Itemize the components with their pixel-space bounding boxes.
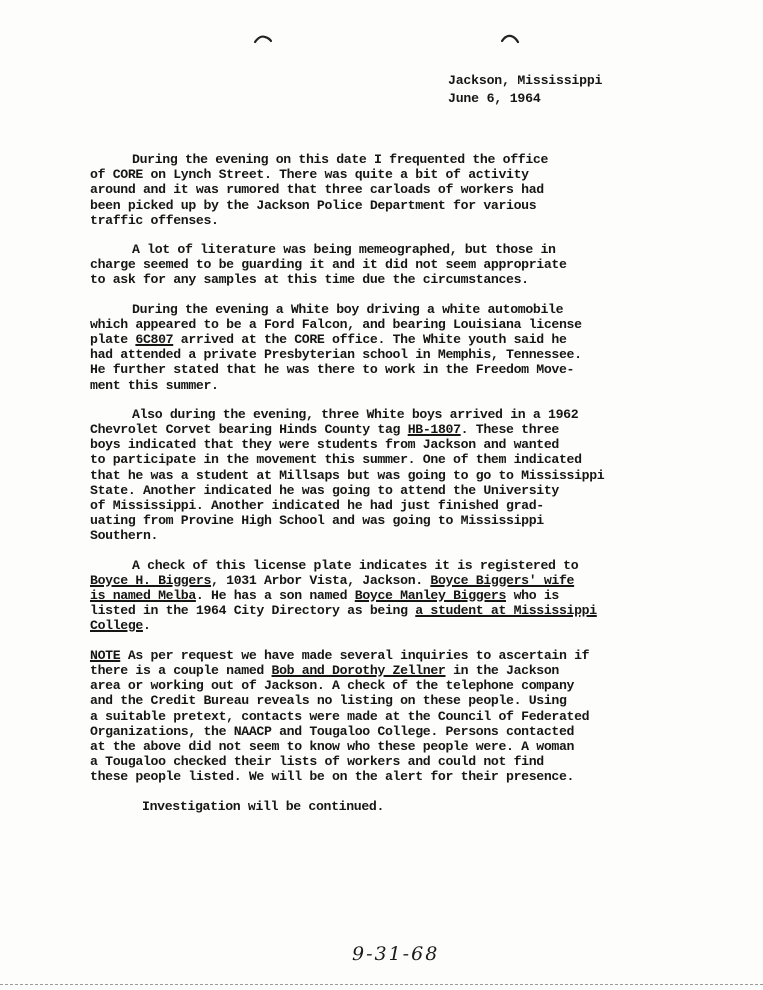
document-body [90,152,702,828]
document-header [448,72,602,108]
punch-mark-right-icon [501,34,519,44]
punch-mark-left-icon [254,34,272,44]
paragraph-text: Also during the evening, three White boys arrived in a 1962 Chevrolet Corvet bearing Hinds County tag [90,406,579,438]
paragraph-text: A lot of literature was being memeographed, but those in charge seemed to be guarding it and it did not seem appropriate to ask for any samples at this time due the circumstances. [90,242,567,288]
paragraph-text: During the evening on this date I frequented the office of CORE on Lynch Street. There was quite a bit of activity around and it was rumored that three carloads of workers had been picked up by the Jackson Police Department for various traffic offenses. [90,152,549,228]
paragraph-note-zellner [90,648,702,785]
paragraph-text: who is listed in the 1964 City Directory as being [90,588,559,619]
paragraph-text: . He has a son named [195,588,355,604]
paragraph-white-boy-ford-falcon [90,302,702,393]
underlined-text: Boyce Manley Biggers [354,588,507,604]
bottom-divider [0,984,763,985]
paragraph-text: in the Jackson area or working out of Jackson. A check of the telephone company and the Credit Bureau reveals no listing on these people. Using a suitable pretext, contacts were made at the Council of Federated Organizations, the NAACP and Tougaloo College. Persons contacted at the above did not seem to know who these people were. A woman a Tougaloo checked their lists of workers and could not find these people listed. We will be on the alert for their presence. [90,662,590,785]
paragraph-literature [90,242,702,288]
paragraph-text: As per request we have made several inquiries to ascertain if there is a couple named [90,647,590,678]
underlined-text: Boyce H. Biggers [90,572,212,588]
underlined-text: HB-1807 [407,422,461,438]
paragraph-text: arrived at the CORE office. The White youth said he had attended a private Presbyterian school in Memphis, Tennessee. He further stated that he was there to work in the Freedom Move- ment this summer. [90,332,582,393]
underlined-text: 6C807 [135,332,174,348]
paragraph-text: Investigation will be continued. [142,798,385,814]
paragraph-text: , 1031 Arbor Vista, Jackson. [211,572,431,588]
paragraph-text: . [142,618,151,634]
handwritten-note: 9-31-68 [352,943,440,965]
paragraph-text: During the evening a White boy driving a white automobile which appeared to be a Ford Falcon, and bearing Louisiana license plate [90,301,582,348]
underlined-text: Boyce Biggers' wife is named Melba [90,572,575,604]
paragraph-text: . These three boys indicated that they were students from Jackson and wanted to participate in the movement this summer. One of them indicated that he was a student at Millsaps but was going to go to Mississippi State. Another indicated he was going to attend the University of Mississippi. Another indicated he had just finished grad- uating from Provine High School and was going to Mississippi Southern. [90,422,605,544]
paragraph-three-white-boys [90,407,702,544]
underlined-text: a student at Mississippi College [90,603,597,634]
paragraph-closing [142,799,702,814]
underlined-text: NOTE [90,647,121,663]
paragraph-license-plate-check [90,558,702,634]
underlined-text: Bob and Dorothy Zellner [271,662,446,678]
header-place: Jackson, Mississippi [448,73,603,88]
header-date: June 6, 1964 [448,91,541,106]
paragraph-core-office [90,152,702,228]
paragraph-text: A check of this license plate indicates it is registered to [132,557,579,573]
